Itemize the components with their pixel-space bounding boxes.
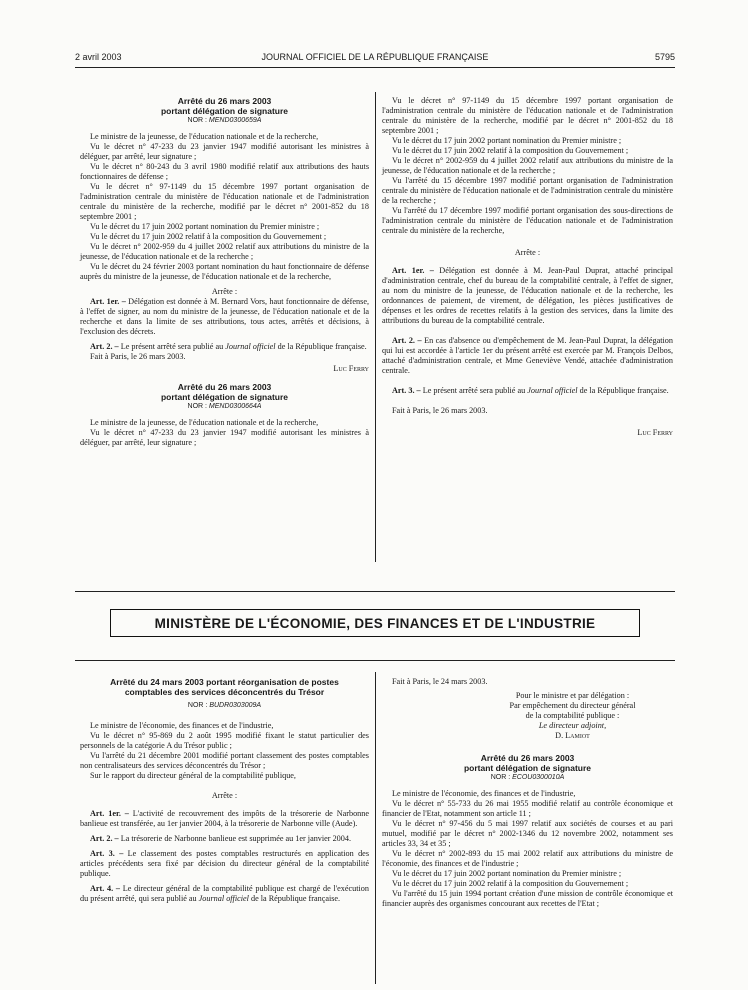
article-2: Art. 2. – Le présent arrêté sera publié au Journal officiel de la République française. [90,342,367,351]
article-1: Art. 1er. – L'activité de recouvrement des impôts de la trésorerie de Narbonne banlieue est transférée, au 1er janvier 2004, à la trésorerie de Narbonne ville (Aude). [80,809,369,828]
article-3: Art. 3. – Le présent arrêté sera publié au Journal officiel de la République française. [392,386,669,395]
signature-line: Par empêchement du directeur général [509,701,636,710]
journal-title: JOURNAL OFFICIEL DE LA RÉPUBLIQUE FRANÇAISE [261,52,489,62]
article-title: Arrêté du 26 mars 2003 [177,382,272,392]
done-at: Fait à Paris, le 24 mars 2003. [392,677,488,686]
article-title: Arrêté du 24 mars 2003 portant réorganisation de postes [110,677,339,687]
done-at: Fait à Paris, le 26 mars 2003. [392,406,488,415]
paragraph: Vu le décret n° 97-1149 du 15 décembre 1997 portant organisation de l'administration centrale du ministère de l'éducation nationale et de l'administration centrale du ministère de la recherche, modifié par le décret n° 2001-852 du 18 septembre 2001 ; [80,182,369,221]
right-column-top [382,96,673,438]
nor-reference: NOR : MEND0300664A [187,403,262,410]
signature-name: D. Lamiot [555,731,590,740]
left-column-bottom [80,677,369,904]
signature-line: de la comptabilité publique : [525,711,620,720]
signature-line: Pour le ministre et par délégation : [515,691,630,700]
nor-reference: NOR : BUDR0303009A [187,702,262,709]
paragraph: Le ministre de la jeunesse, de l'éducation nationale et de la recherche, [90,132,319,141]
paragraph: Vu le décret n° 80-243 du 3 avril 1980 modifié relatif aux attributions des hauts fonctionnaires de défense ; [80,162,369,181]
article-3: Art. 3. – Le classement des postes comptables restructurés en application des articles précédents sera fixé par décision du directeur général de la comptabilité publique. [80,849,370,878]
right-column-bottom [382,677,673,909]
done-at: Fait à Paris, le 26 mars 2003. [90,352,186,361]
paragraph: Vu le décret du 17 juin 2002 portant nomination du Premier ministre ; [392,136,622,145]
article-1: Art. 1er. – Délégation est donnée à M. Jean-Paul Duprat, attaché principal d'administration centrale, chef du bureau de la comptabilité centrale, à l'effet de signer, au nom du ministre de la jeunesse, de l'éducation nationale et de la recherche, les ordonnances de paiement, de virement, de délégation, les pièces justificatives de dépenses et les ordres de recettes relatifs à la gestion des services, dans la limite des attributions du bureau de la comptabilité centrale. [382,266,673,325]
paragraph: Vu le décret n° 55-733 du 26 mai 1955 modifié relatif au contrôle économique et financier de l'Etat, notamment son article 11 ; [382,799,673,818]
paragraph: Vu le décret du 17 juin 2002 portant nomination du Premier ministre ; [392,869,622,878]
paragraph: Vu le décret du 17 juin 2002 relatif à la composition du Gouvernement ; [90,232,327,241]
arrete-label: Arrête : [211,287,238,296]
article-4: Art. 4. – Le directeur général de la comptabilité publique est chargé de l'exécution du présent arrêté, qui sera publié au Journal officiel de la République française. [80,884,369,903]
nor-reference: NOR : ECOU0300010A [490,774,565,781]
article-subtitle: portant délégation de signature [160,392,289,402]
signature: Luc Ferry [333,364,369,373]
paragraph: Vu le décret du 17 juin 2002 portant nomination du Premier ministre ; [90,222,320,231]
page-header [75,52,675,66]
paragraph: Vu le décret n° 47-233 du 23 janvier 1947 modifié autorisant les ministres à déléguer, par arrêté, leur signature ; [80,428,369,447]
ministry-banner: MINISTÈRE DE L'ÉCONOMIE, DES FINANCES ET DE L'INDUSTRIE [110,609,640,637]
issue-date: 2 avril 2003 [75,52,122,62]
paragraph: Vu le décret n° 2002-959 du 4 juillet 2002 relatif aux attributions du ministre de la jeunesse, de l'éducation nationale et de la recherche ; [382,156,673,175]
paragraph: Vu l'arrêté du 21 décembre 2001 modifié portant classement des postes comptables non centralisateurs des services déconcentrés du Trésor ; [80,751,369,770]
paragraph: Le ministre de la jeunesse, de l'éducation nationale et de la recherche, [90,418,319,427]
paragraph: Vu le décret du 17 juin 2002 relatif à la composition du Gouvernement ; [392,146,629,155]
paragraph: Vu le décret n° 95-869 du 2 août 1995 modifié fixant le statut particulier des personnels de la catégorie A du Trésor public ; [80,731,369,750]
article-subtitle: portant délégation de signature [160,106,289,116]
paragraph: Vu l'arrêté du 17 décembre 1997 modifié portant organisation des sous-directions de l'administration centrale du ministère de l'éducation nationale et de l'administration centrale du ministère de la recherche, [382,206,673,235]
nor-reference: NOR : MEND0300659A [187,117,262,124]
article-2: Art. 2. – En cas d'absence ou d'empêchement de M. Jean-Paul Duprat, la délégation qui lui est accordée à l'article 1er du présent arrêté est exercée par M. François Delbos, attaché d'administration centrale, et Mme Geneviève Vendé, attachée d'administration centrale. [382,336,673,375]
paragraph: Le ministre de l'économie, des finances et de l'industrie, [90,721,274,730]
paragraph: Vu le décret du 24 février 2003 portant nomination du haut fonctionnaire de défense auprès du ministre de la jeunesse, de l'éducation nationale et de la recherche, [80,262,369,281]
paragraph: Vu le décret du 17 juin 2002 relatif à la composition du Gouvernement ; [392,879,629,888]
paragraph: Le ministre de l'économie, des finances et de l'industrie, [392,789,576,798]
section-rule [75,660,675,661]
left-column-top [80,96,369,448]
paragraph: Vu l'arrêté du 15 juin 1994 portant création d'une mission de contrôle économique et financier auprès des organismes concourant aux recettes de l'Etat ; [382,889,673,908]
signature-line: Le directeur adjoint, [538,721,607,730]
column-divider-top [375,92,376,562]
paragraph: Vu le décret n° 2002-893 du 15 mai 2002 relatif aux attributions du ministre de l'économie, des finances et de l'industrie ; [382,849,673,868]
article-1: Art. 1er. – Délégation est donnée à M. Bernard Vors, haut fonctionnaire de défense, à l'effet de signer, au nom du ministre de la jeunesse, de l'éducation nationale et de la recherche et dans la limite de ses attributions, tous actes, arrêtés et décisions, à l'exclusion des décrets. [80,297,369,336]
arrete-label: Arrête : [514,248,541,257]
article-subtitle: comptables des services déconcentrés du Trésor [124,687,325,697]
signature-block [382,691,673,741]
paragraph: Sur le rapport du directeur général de la comptabilité publique, [90,771,296,780]
column-divider-bottom [375,672,376,984]
article-title: Arrêté du 26 mars 2003 [177,96,272,106]
paragraph: Vu l'arrêté du 15 décembre 1997 modifié portant organisation de l'administration centrale du ministère de l'éducation nationale et de l'administration centrale du ministère de la recherche ; [382,176,673,205]
section-rule [75,591,675,592]
article-subtitle: portant délégation de signature [463,763,592,773]
arrete-label: Arrête : [211,791,238,800]
page-number: 5795 [654,52,675,62]
article-title: Arrêté du 26 mars 2003 [480,753,575,763]
article-2: Art. 2. – La trésorerie de Narbonne banlieue est supprimée au 1er janvier 2004. [90,834,351,843]
paragraph: Vu le décret n° 97-1149 du 15 décembre 1997 portant organisation de l'administration centrale du ministère de l'éducation nationale et de l'administration centrale du ministère de la recherche, modifié par le décret n° 2001-852 du 18 septembre 2001 ; [382,96,673,135]
paragraph: Vu le décret n° 2002-959 du 4 juillet 2002 relatif aux attributions du ministre de la jeunesse, de l'éducation nationale et de la recherche ; [80,242,369,261]
signature: Luc Ferry [637,428,673,437]
paragraph: Vu le décret n° 47-233 du 23 janvier 1947 modifié autorisant les ministres à déléguer, par arrêté, leur signature ; [80,142,369,161]
header-rule [75,67,675,68]
paragraph: Vu le décret n° 97-456 du 5 mai 1997 relatif aux sociétés de courses et au pari mutuel, modifié par le décret n° 2002-1346 du 12 novembre 2002, notamment ses articles 33, 34 et 35 ; [382,819,673,848]
